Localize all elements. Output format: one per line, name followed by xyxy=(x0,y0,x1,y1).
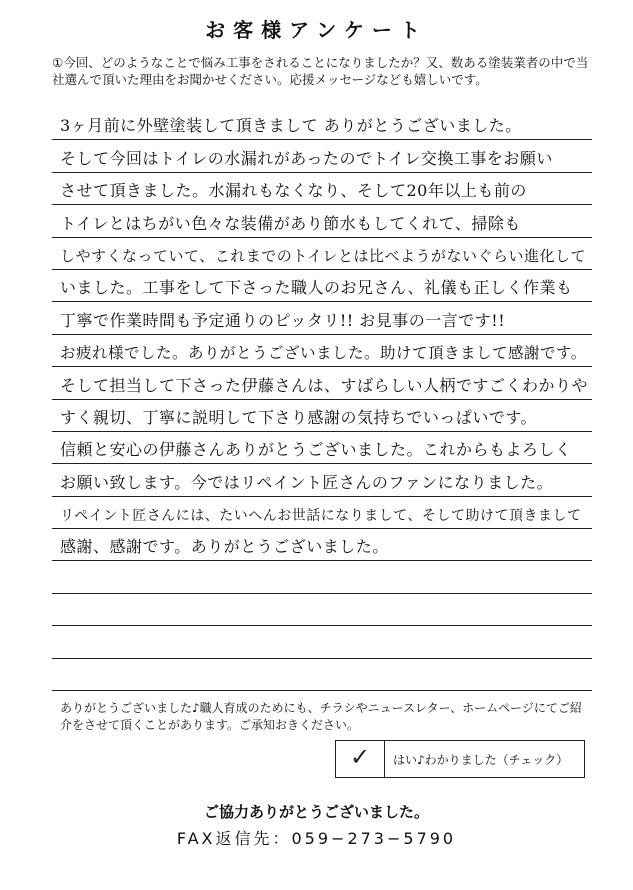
answer-line-text: いました。工事をして下さった職人のお兄さん、礼儀も正しく作業も xyxy=(60,278,573,298)
answer-line xyxy=(52,594,592,626)
answer-line xyxy=(52,270,592,302)
answer-line-text: 3ヶ月前に外壁塗装して頂きまして ありがとうございました。 xyxy=(60,116,522,136)
answer-line xyxy=(52,140,592,172)
answer-line xyxy=(52,108,592,140)
answer-line xyxy=(52,205,592,237)
footer-thanks: ご協力ありがとうございました。 xyxy=(203,803,429,821)
handwritten-answer-area xyxy=(52,108,592,691)
answer-line xyxy=(52,432,592,464)
answer-line xyxy=(52,529,592,561)
answer-line-text: トイレとはちがい色々な装備があり節水もしてくれて、掃除も xyxy=(60,213,521,233)
survey-question: ①今回、どのようなことで悩み工事をされることになりましたか？又、数ある塗装業者の中で当社選んで頂いた理由をお聞かせください。応援メッセージなども嬉しいです。 xyxy=(52,55,589,87)
answer-line-text: させて頂きました。水漏れもなくなり、そして20年以上も前の xyxy=(60,181,527,201)
consent-checkbox[interactable] xyxy=(336,741,385,777)
answer-line xyxy=(52,173,592,205)
answer-line-text: しやすくなっていて、これまでのトイレとは比べようがないぐらい進化して xyxy=(60,246,586,265)
answer-line xyxy=(52,659,592,691)
check-mark-icon: ✓ xyxy=(350,743,371,771)
answer-line-text: 丁寧で作業時間も予定通りのピッタリ!! お見事の一言です!! xyxy=(60,310,506,330)
consent-checkbox-label: はい♪わかりました（チェック） xyxy=(393,752,569,767)
answer-line xyxy=(52,626,592,658)
answer-line-text: 信頼と安心の伊藤さんありがとうございました。これからもよろしく xyxy=(60,440,572,460)
answer-line xyxy=(52,238,592,270)
answer-line-text: お疲れ様でした。ありがとうございました。助けて頂きまして感謝です。 xyxy=(60,344,587,363)
answer-line xyxy=(52,464,592,496)
answer-line xyxy=(52,497,592,529)
consent-note: ありがとうございました♪職人育成のためにも、チラシやニュースレター、ホームページにてご紹介をさせて頂くことがあります。ご承知おきください。 xyxy=(60,701,582,732)
answer-line-text: リペイント匠さんには、たいへんお世話になりまして、そして助けて頂きまして xyxy=(60,508,582,525)
page-title: お客様アンケート xyxy=(205,18,428,42)
footer-fax-number: FAX返信先：059−273−5790 xyxy=(176,829,457,848)
answer-line-text: そして今回はトイレの水漏れがあったのでトイレ交換工事をお願い xyxy=(60,148,553,168)
consent-checkbox-row[interactable] xyxy=(335,740,585,778)
answer-line xyxy=(52,400,592,432)
answer-line xyxy=(52,561,592,593)
answer-line xyxy=(52,367,592,399)
answer-line-text: すく親切、丁寧に説明して下さり感謝の気持ちでいっぱいです。 xyxy=(60,407,538,427)
answer-line-text: そして担当して下さった伊藤さんは、すばらしい人柄ですごくわかりや xyxy=(60,375,589,395)
answer-line-text: 感謝、感謝です。ありがとうございました。 xyxy=(60,537,389,557)
answer-line xyxy=(52,335,592,367)
answer-line-text: お願い致します。今ではリペイント匠さんのファンになりました。 xyxy=(60,472,554,492)
answer-line xyxy=(52,302,592,334)
